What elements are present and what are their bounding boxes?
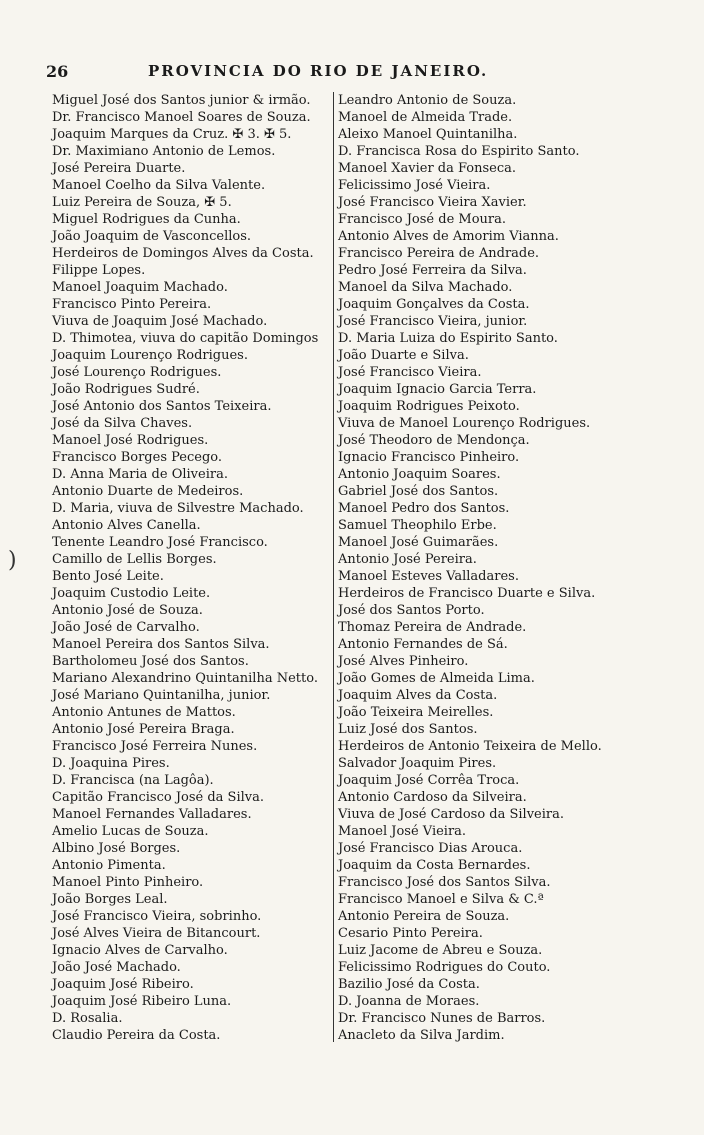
name-entry: Tenente Leandro José Francisco. [52,535,268,550]
name-entry: José Lourenço Rodrigues. [52,365,222,380]
name-entry: Dr. Maximiano Antonio de Lemos. [52,144,276,159]
name-entry: D. Joanna de Moraes. [338,994,480,1009]
name-entry: João Duarte e Silva. [338,348,469,363]
name-entry: José Alves Vieira de Bitancourt. [52,926,261,941]
name-entry: Manoel Xavier da Fonseca. [338,161,517,176]
name-entry: Dr. Francisco Nunes de Barros. [338,1011,546,1026]
name-entry: Manoel José Guimarães. [338,535,499,550]
name-entry: Antonio Pereira de Souza. [338,909,510,924]
name-entry: Francisco José dos Santos Silva. [338,875,551,890]
name-entry: Anacleto da Silva Jardim. [338,1028,505,1043]
name-entry: Herdeiros de Francisco Duarte e Silva. [338,586,596,601]
right-name-column [338,92,673,1044]
name-entry: Antonio José de Souza. [52,603,203,618]
name-entry: Ignacio Alves de Carvalho. [52,943,228,958]
name-entry: Manoel Pereira dos Santos Silva. [52,637,270,652]
name-entry: Herdeiros de Domingos Alves da Costa. [52,246,314,261]
page-number: 26 [46,62,69,81]
name-entry: Luiz Jacome de Abreu e Souza. [338,943,543,958]
name-entry: João Teixeira Meirelles. [338,705,494,720]
name-entry: D. Anna Maria de Oliveira. [52,467,228,482]
name-entry: Filippe Lopes. [52,263,146,278]
name-entry: Manoel Pedro dos Santos. [338,501,510,516]
name-entry: Manoel da Silva Machado. [338,280,513,295]
name-entry: Antonio Pimenta. [52,858,166,873]
name-entry: Camillo de Lellis Borges. [52,552,217,567]
name-entry: Cesario Pinto Pereira. [338,926,483,941]
name-entry: D. Rosalia. [52,1011,123,1026]
name-entry: Luiz Pereira de Souza, ✠ 5. [52,195,232,210]
name-entry: Manoel Esteves Valladares. [338,569,519,584]
name-entry: João Rodrigues Sudré. [52,382,200,397]
name-entry: Manoel José Vieira. [338,824,467,839]
name-entry: Joaquim José Corrêa Troca. [338,773,520,788]
name-entry: José Pereira Duarte. [52,161,186,176]
name-entry: José da Silva Chaves. [52,416,193,431]
name-entry: Salvador Joaquim Pires. [338,756,497,771]
name-entry: Antonio Alves de Amorim Vianna. [338,229,559,244]
name-entry: Francisco Pereira de Andrade. [338,246,540,261]
name-entry: Felicissimo José Vieira. [338,178,491,193]
name-entry: D. Maria Luiza do Espirito Santo. [338,331,558,346]
running-title: PROVINCIA DO RIO DE JANEIRO. [148,62,489,80]
name-entry: Antonio Cardoso da Silveira. [338,790,527,805]
name-entry: Manoel de Almeida Trade. [338,110,513,125]
name-entry: José Francisco Vieira. [338,365,482,380]
name-entry: José Alves Pinheiro. [338,654,469,669]
name-entry: Bartholomeu José dos Santos. [52,654,249,669]
name-entry: Antonio José Pereira Braga. [52,722,235,737]
margin-bracket-mark: ) [8,548,17,573]
name-entry: Antonio Fernandes de Sá. [338,637,508,652]
name-entry: Joaquim Rodrigues Peixoto. [338,399,520,414]
name-entry: Manoel Fernandes Valladares. [52,807,252,822]
name-entry: Manoel Joaquim Machado. [52,280,228,295]
name-entry: Samuel Theophilo Erbe. [338,518,497,533]
name-entry: Thomaz Pereira de Andrade. [338,620,527,635]
name-entry: José Francisco Vieira, junior. [338,314,528,329]
name-entry: Joaquim da Costa Bernardes. [338,858,531,873]
name-entry: Manoel Coelho da Silva Valente. [52,178,266,193]
name-entry: João Gomes de Almeida Lima. [338,671,535,686]
name-entry: José Francisco Vieira, sobrinho. [52,909,262,924]
name-entry: João José Machado. [52,960,181,975]
name-entry: José Francisco Vieira Xavier. [338,195,527,210]
name-entry: Joaquim José Ribeiro Luna. [52,994,232,1009]
name-entry: Mariano Alexandrino Quintanilha Netto. [52,671,318,686]
name-entry: D. Joaquina Pires. [52,756,170,771]
name-entry: Antonio Duarte de Medeiros. [52,484,244,499]
name-entry: Antonio José Pereira. [338,552,477,567]
name-entry: Aleixo Manoel Quintanilha. [338,127,518,142]
name-entry: Antonio Joaquim Soares. [338,467,501,482]
name-entry: José Theodoro de Mendonça. [338,433,530,448]
name-entry: Capitão Francisco José da Silva. [52,790,265,805]
left-name-column [52,92,332,1044]
name-entry: Herdeiros de Antonio Teixeira de Mello. [338,739,602,754]
name-entry: Manoel José Rodrigues. [52,433,209,448]
name-entry: Joaquim Lourenço Rodrigues. [52,348,248,363]
name-entry: Leandro Antonio de Souza. [338,93,517,108]
name-entry: Dr. Francisco Manoel Soares de Souza. [52,110,311,125]
name-entry: José Francisco Dias Arouca. [338,841,523,856]
name-entry: Bento José Leite. [52,569,164,584]
name-entry: D. Thimotea, viuva do capitão Domingos [52,331,319,346]
name-entry: Viuva de José Cardoso da Silveira. [338,807,565,822]
name-entry: Ignacio Francisco Pinheiro. [338,450,520,465]
name-entry: Pedro José Ferreira da Silva. [338,263,527,278]
name-entry: D. Maria, viuva de Silvestre Machado. [52,501,304,516]
name-entry: Miguel José dos Santos junior & irmão. [52,93,311,108]
name-entry: Joaquim Marques da Cruz. ✠ 3. ✠ 5. [52,127,292,142]
name-entry: Felicissimo Rodrigues do Couto. [338,960,551,975]
name-entry: João José de Carvalho. [52,620,200,635]
name-entry: Gabriel José dos Santos. [338,484,499,499]
name-entry: Viuva de Manoel Lourenço Rodrigues. [338,416,591,431]
column-divider [333,92,334,1042]
name-entry: D. Francisca (na Lagôa). [52,773,214,788]
name-entry: Antonio Alves Canella. [52,518,201,533]
name-entry: Luiz José dos Santos. [338,722,478,737]
name-entry: João Joaquim de Vasconcellos. [52,229,252,244]
name-entry: Francisco Pinto Pereira. [52,297,212,312]
name-entry: Joaquim Ignacio Garcia Terra. [338,382,537,397]
name-entry: Albino José Borges. [52,841,181,856]
name-entry: Joaquim José Ribeiro. [52,977,194,992]
name-entry: Joaquim Custodio Leite. [52,586,211,601]
name-entry: Joaquim Gonçalves da Costa. [338,297,530,312]
name-entry: Amelio Lucas de Souza. [52,824,209,839]
name-entry: Bazilio José da Costa. [338,977,480,992]
name-entry: José Antonio dos Santos Teixeira. [52,399,272,414]
name-entry: Manoel Pinto Pinheiro. [52,875,204,890]
name-entry: José Mariano Quintanilha, junior. [52,688,271,703]
name-entry: Francisco José de Moura. [338,212,506,227]
name-entry: Claudio Pereira da Costa. [52,1028,221,1043]
name-entry: Francisco José Ferreira Nunes. [52,739,258,754]
name-entry: Francisco Manoel e Silva & C.ª [338,892,544,907]
name-entry: Viuva de Joaquim José Machado. [52,314,268,329]
name-entry: José dos Santos Porto. [338,603,485,618]
page-header [44,62,664,84]
name-entry: Joaquim Alves da Costa. [338,688,498,703]
name-entry: Antonio Antunes de Mattos. [52,705,236,720]
name-entry: João Borges Leal. [52,892,168,907]
name-entry: D. Francisca Rosa do Espirito Santo. [338,144,580,159]
name-entry: Francisco Borges Pecego. [52,450,223,465]
name-entry: Miguel Rodrigues da Cunha. [52,212,241,227]
